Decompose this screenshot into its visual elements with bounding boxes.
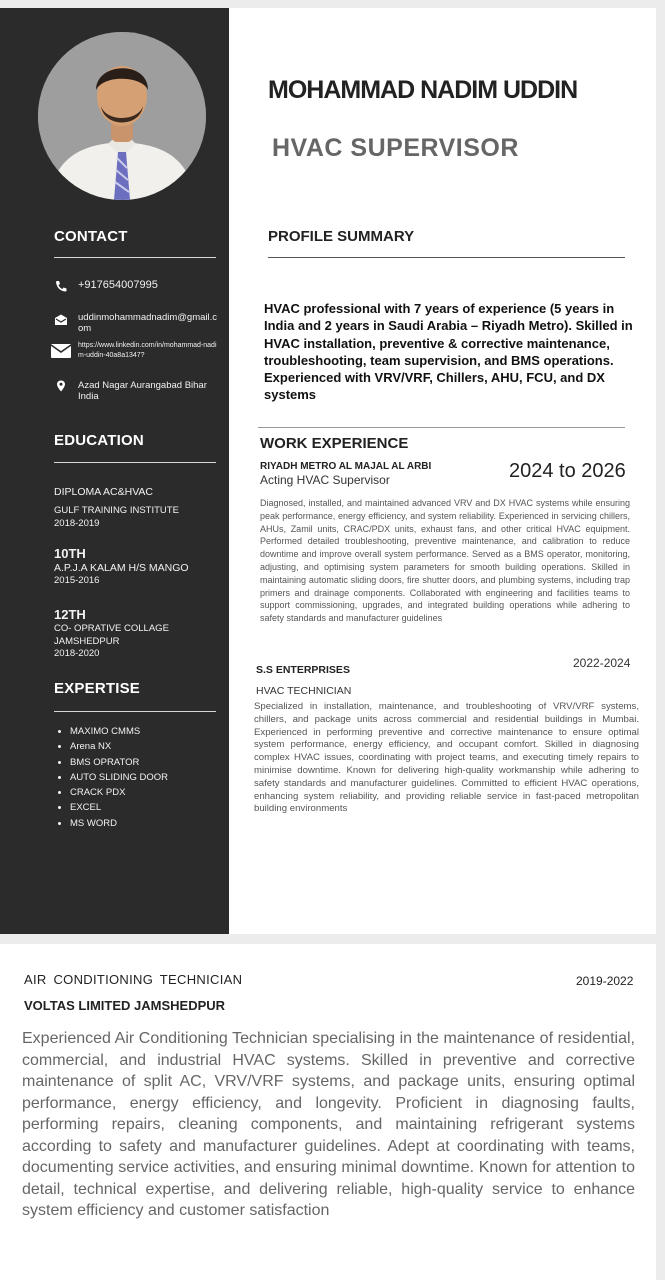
list-item: • AUTO SLIDING DOOR (70, 770, 168, 785)
education-school: A.P.J.A KALAM H/S MANGO (54, 562, 189, 574)
profile-summary-heading: PROFILE SUMMARY (268, 228, 415, 245)
email-address[interactable]: uddinmohammadnadim@gmail.com (78, 312, 218, 334)
list-item: • EXCEL (70, 800, 168, 815)
work-top-divider (258, 427, 625, 428)
resume-page-2 (0, 944, 656, 1280)
resume-page-1 (0, 8, 656, 934)
education-item-diploma (54, 486, 219, 530)
education-divider (54, 462, 216, 463)
job-description: Diagnosed, installed, and maintained advanced VRV and DX HVAC systems while ensuring peak performance, energy efficiency, and system reliability. Experienced in servicing chillers, AHUs, Zamil units, CRAC/PDX units, exhaust fans, and other critical HVAC equipment. Performed detailed troubleshooting, preventive maintenance, and calibration to reduce downtime and improve overall system performance. Served as a BMS operator, monitoring, adjusting, and optimising system parameters for smooth building operations. Skilled in maintaining automatic sliding doors, fire shutter doors, and plumbing systems, including trap primers and drainage components. Collaborated with engineering and facilities teams to support commissioning, upgrades, and integrated building operations while adhering to safety standards and manufacturer guidelines (260, 498, 630, 624)
linkedin-url[interactable]: https://www.linkedin.com/in/mohammad-nadim-uddin-40a8a1347? (78, 342, 217, 359)
candidate-name: MOHAMMAD NADIM UDDIN (268, 76, 578, 104)
sidebar (0, 8, 229, 934)
phone-icon (54, 280, 68, 292)
education-years: 2018-2019 (54, 517, 100, 529)
education-degree: DIPLOMA AC&HVAC (54, 486, 154, 498)
contact-heading: CONTACT (54, 228, 128, 245)
job-company: S.S ENTERPRISES (256, 664, 350, 676)
job-description: Specialized in installation, maintenance, and troubleshooting of VRV/VRF systems, chillers, and package units across commercial and residential buildings in Mumbai. Experienced in performing preventive and corrective maintenance to ensure optimal system performance, energy efficiency, and occupant comfort. Skilled in diagnosing complex HVAC issues, coordinating with project teams, and executing timely repairs to minimise downtime. Known for delivering high-quality workmanship while adhering to safety standards and manufacturer guidelines. Committed to efficient HVAC operations, enhancing system reliability, and providing reliable service in fast-paced metropolitan building environments (254, 701, 639, 815)
education-school: GULF TRAINING INSTITUTE (54, 505, 179, 516)
job-dates: 2024 to 2026 (509, 460, 626, 482)
address-text: Azad Nagar Aurangabad Bihar India (78, 380, 207, 402)
profile-summary-text: HVAC professional with 7 years of experience (5 years in India and 2 years in Saudi Arabia – Riyadh Metro). Skilled in HVAC installation, preventive & corrective maintenance, troubleshooting, team supervision, and BMS operations. Experienced with VRV/VRF, Chillers, AHU, FCU, and DX systems (264, 301, 633, 403)
expertise-list (58, 724, 168, 831)
envelope-icon (50, 341, 72, 359)
phone-number[interactable]: +917654007995 (78, 279, 158, 291)
education-degree: 12TH (54, 607, 86, 622)
email-icon (54, 314, 68, 326)
education-school: CO- OPRATIVE COLLAGE JAMSHEDPUR (54, 623, 169, 647)
education-heading: EDUCATION (54, 432, 144, 449)
education-years: 2018-2020 (54, 648, 100, 659)
candidate-role: HVAC SUPERVISOR (272, 134, 519, 162)
education-degree: 10TH (54, 546, 86, 561)
job-company: RIYADH METRO AL MAJAL AL ARBI (260, 461, 432, 472)
job-position: HVAC TECHNICIAN (256, 685, 352, 697)
job-dates: 2022-2024 (573, 656, 631, 670)
expertise-divider (54, 711, 216, 712)
work-experience-heading: WORK EXPERIENCE (260, 435, 409, 452)
list-item: • BMS OPRATOR (70, 755, 168, 770)
job-description: Experienced Air Conditioning Technician specialising in the maintenance of residential, commercial, and industrial HVAC systems. Skilled in preventive and corrective maintenance of split AC, VRV/VRF systems, and package units, ensuring optimal performance, energy efficiency, and longevity. Proficient in diagnosing faults, performing repairs, cleaning components, and maintaining refrigerant systems according to safety and manufacturer guidelines. Adept at coordinating with teams, documenting service activities, and ensuring minimal downtime. Known for attention to detail, technical expertise, and delivering reliable, high-quality service to enhance system efficiency and customer satisfaction (22, 1030, 635, 1219)
profile-divider (268, 257, 625, 258)
list-item: • Arena NX (70, 739, 168, 754)
education-item-10th (54, 546, 219, 587)
job-position: AIR CONDITIONING TECHNICIAN (24, 972, 243, 987)
list-item: • MS WORD (70, 816, 168, 831)
list-item: • MAXIMO CMMS (70, 724, 168, 739)
job-company: VOLTAS LIMITED JAMSHEDPUR (24, 998, 226, 1013)
location-pin-icon (54, 380, 68, 392)
education-years: 2015-2016 (54, 574, 100, 586)
job-position: Acting HVAC Supervisor (260, 473, 390, 487)
contact-divider (54, 257, 216, 258)
education-item-12th (54, 607, 219, 661)
expertise-heading: EXPERTISE (54, 680, 140, 697)
job-dates: 2019-2022 (576, 974, 634, 988)
person-photo-icon (38, 32, 206, 200)
avatar (38, 32, 206, 200)
list-item: • CRACK PDX (70, 785, 168, 800)
